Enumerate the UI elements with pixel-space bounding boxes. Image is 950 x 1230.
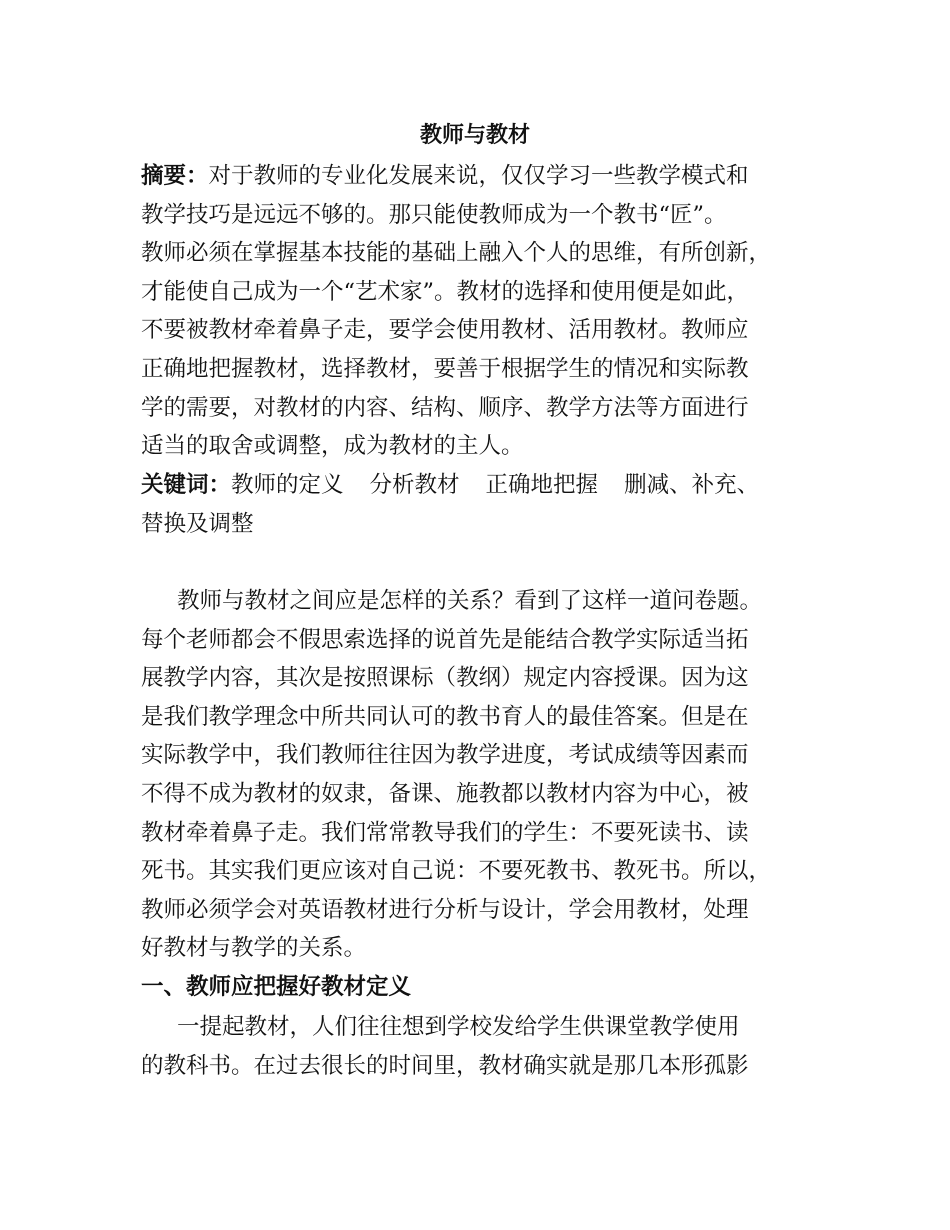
abstract-line: 教师必须在掌握基本技能的基础上融入个人的思维，有所创新，	[141, 240, 772, 267]
intro-line: 是我们教学理念中所共同认可的教书育人的最佳答案。但是在	[141, 703, 749, 730]
keywords-paragraph	[141, 466, 831, 543]
section-heading: 一、教师应把握好教材定义	[141, 974, 412, 1000]
intro-line: 实际教学中，我们教师往往因为教学进度，考试成绩等因素而	[141, 742, 749, 769]
keyword-item: 正确地把握	[485, 472, 599, 498]
abstract-paragraph	[141, 157, 831, 466]
intro-line: 教材牵着鼻子走。我们常常教导我们的学生：不要死读书、读	[141, 819, 749, 846]
abstract-line: 不要被教材牵着鼻子走，要学会使用教材、活用教材。教师应	[141, 317, 749, 344]
intro-line: 死书。其实我们更应该对自己说：不要死教书、教死书。所以，	[141, 858, 772, 885]
abstract-label: 摘要：	[141, 163, 209, 189]
keywords-continuation: 替换及调整	[141, 510, 254, 537]
keywords-line	[141, 466, 831, 505]
document-title: 教师与教材	[419, 122, 530, 148]
intro-paragraph	[141, 582, 831, 968]
abstract-line	[141, 157, 831, 196]
keyword-item: 删减、补充、	[624, 472, 760, 498]
intro-line: 不得不成为教材的奴隶，备课、施教都以教材内容为中心，被	[141, 780, 749, 807]
abstract-line: 适当的取舍或调整，成为教材的主人。	[141, 433, 524, 460]
abstract-text: 对于教师的专业化发展来说，仅仅学习一些教学模式和	[208, 163, 749, 189]
abstract-line: 教学技巧是远远不够的。那只能使教师成为一个教书“匠”。	[141, 201, 727, 228]
abstract-line: 才能使自己成为一个“艺术家”。教材的选择和使用便是如此，	[141, 278, 750, 305]
intro-line: 每个老师都会不假思索选择的说首先是能结合教学实际适当拓	[141, 626, 749, 653]
section-line: 一提起教材，人们往往想到学校发给学生供课堂教学使用	[177, 1014, 740, 1040]
keyword-item: 分析教材	[369, 472, 460, 498]
abstract-line: 学的需要，对教材的内容、结构、顺序、教学方法等方面进行	[141, 394, 749, 421]
intro-line: 展教学内容，其次是按照课标（教纲）规定内容授课。因为这	[141, 665, 749, 692]
keyword-item: 教师的定义	[231, 472, 344, 498]
abstract-line: 正确地把握教材，选择教材，要善于根据学生的情况和实际教	[141, 355, 749, 382]
keywords-label: 关键词：	[141, 472, 232, 498]
intro-line: 教师与教材之间应是怎样的关系？看到了这样一道问卷题。	[177, 588, 763, 614]
section-paragraph	[141, 1008, 831, 1085]
intro-line: 教师必须学会对英语教材进行分析与设计，学会用教材，处理	[141, 896, 749, 923]
intro-line: 好教材与教学的关系。	[141, 935, 367, 962]
section-line: 的教科书。在过去很长的时间里，教材确实就是那几本形孤影	[141, 1052, 749, 1079]
